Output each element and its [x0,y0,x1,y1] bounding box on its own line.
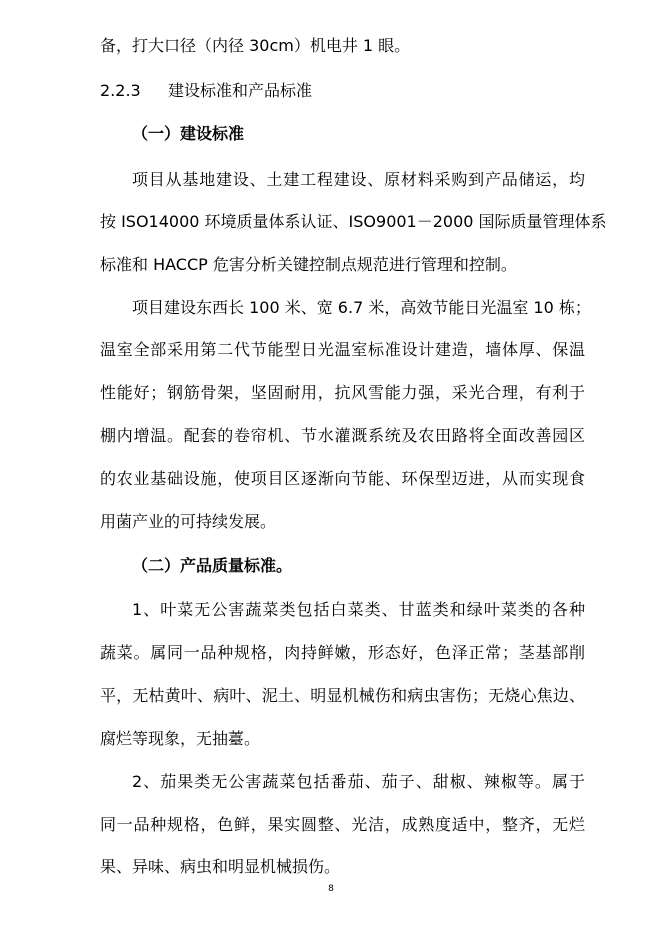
paragraph-line: 棚内增温。配套的卷帘机、节水灌溉系统及农田路将全面改善园区 [100,426,585,445]
paragraph-line: 2、茄果类无公害蔬菜包括番茄、茄子、甜椒、辣椒等。属于 [132,772,585,791]
subsection-title-construction-standard: （一）建设标准 [132,124,245,143]
section-number: 2.2.3 [100,81,141,100]
section-heading [100,81,585,101]
paragraph-line: 温室全部采用第二代节能型日光温室标准设计建造，墙体厚、保温 [100,340,585,359]
paragraph-line: 腐烂等现象，无抽薹。 [100,729,261,748]
paragraph-line: 1、叶菜无公害蔬菜类包括白菜类、甘蓝类和绿叶菜类的各种 [132,600,585,619]
section-title: 建设标准和产品标准 [168,81,313,100]
paragraph-line: 用菌产业的可持续发展。 [100,512,277,531]
paragraph-line: 同一品种规格，色鲜，果实圆整、光洁，成熟度适中，整齐，无烂 [100,815,585,834]
paragraph-line: 按 ISO14000 环境质量体系认证、ISO9001－2000 国际质量管理体系 [100,212,607,231]
paragraph-line: 果、异味、病虫和明显机械损伤。 [100,857,341,876]
paragraph-line: 平，无枯黄叶、病叶、泥土、明显机械伤和病虫害伤；无烧心焦边、 [100,686,585,705]
paragraph-line: 性能好；钢筋骨架，坚固耐用，抗风雪能力强，采光合理，有利于 [100,383,585,402]
paragraph-line: 标准和 HACCP 危害分析关键控制点规范进行管理和控制。 [100,255,517,274]
paragraph-line: 备，打大口径（内径 30cm）机电井 1 眼。 [100,36,411,55]
paragraph-line: 项目建设东西长 100 米、宽 6.7 米，高效节能日光温室 10 栋； [132,298,591,317]
page-number: 8 [328,884,334,894]
paragraph-line: 蔬菜。属同一品种规格，肉持鲜嫩，形态好，色泽正常；茎基部削 [100,643,585,662]
subsection-title-product-quality-standard: （二）产品质量标准。 [132,556,293,575]
paragraph-line: 项目从基地建设、土建工程建设、原材料采购到产品储运，均 [132,170,585,189]
paragraph-line: 的农业基础设施，使项目区逐渐向节能、环保型迈进，从而实现食 [100,469,585,488]
